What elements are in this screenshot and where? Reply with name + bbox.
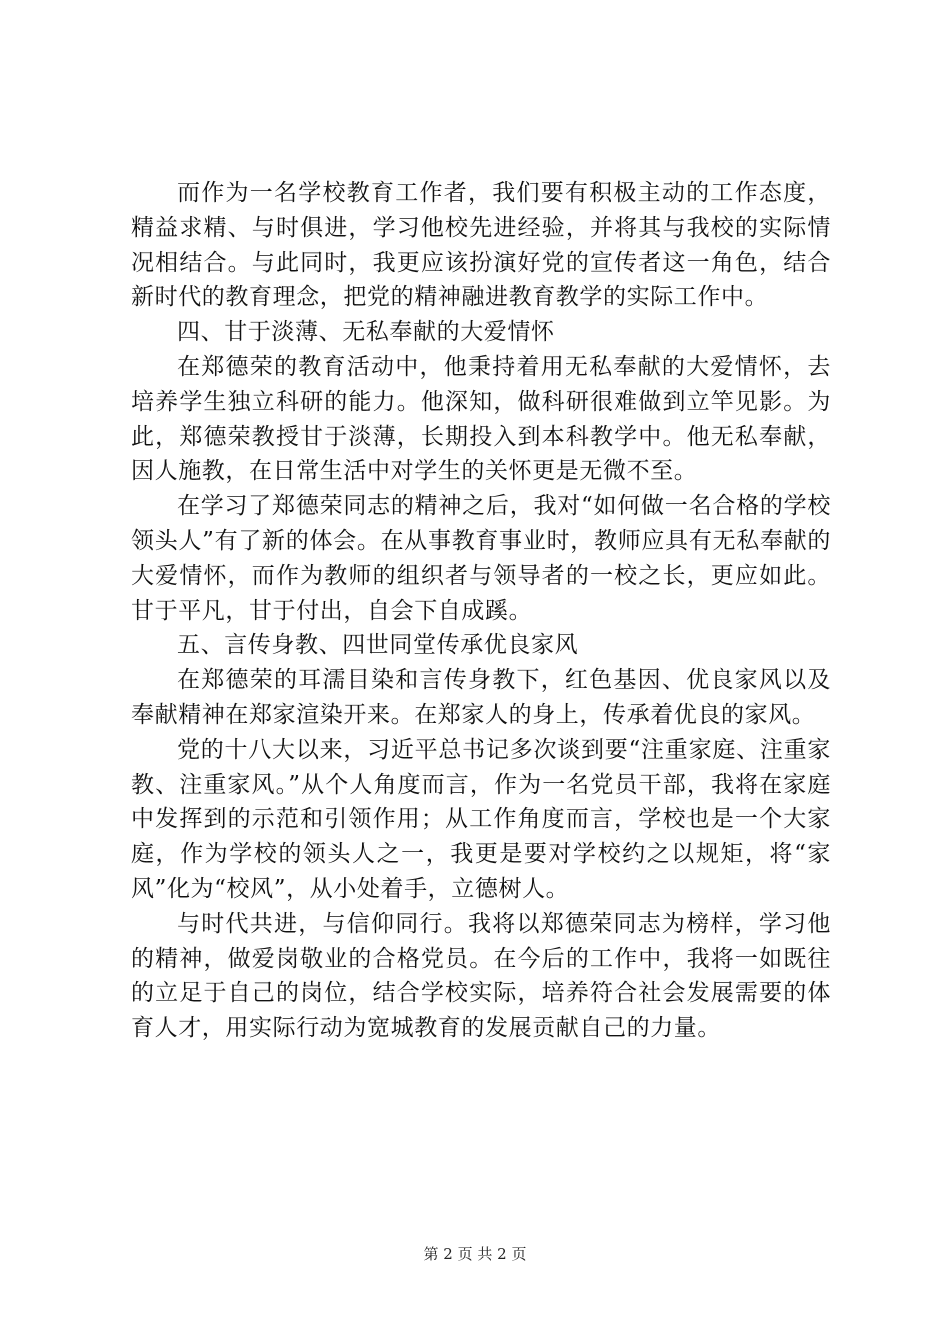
paragraph-section-five-1: 在郑德荣的耳濡目染和言传身教下，红色基因、优良家风以及奉献精神在郑家渲染开来。在郑家人的身上，传承着优良的家风。 (131, 667, 831, 728)
page-number-footer: 第 2 页 共 2 页 (423, 1245, 527, 1263)
section-heading-four: 四、甘于淡薄、无私奉献的大爱情怀 (177, 319, 555, 346)
paragraph-section-four-1: 在郑德荣的教育活动中，他秉持着用无私奉献的大爱情怀，去培养学生独立科研的能力。他深知，做科研很难做到立竿见影。为此，郑德荣教授甘于淡薄，长期投入到本科教学中。他无私奉献，因人施教，在日常生活中对学生的关怀更是无微不至。 (131, 353, 831, 485)
document-body (131, 176, 831, 1046)
paragraph-section-four-2: 在学习了郑德荣同志的精神之后，我对“如何做一名合格的学校领头人”有了新的体会。在从事教育事业时，教师应具有无私奉献的大爱情怀，而作为教师的组织者与领导者的一校之长，更应如此。甘于平凡，甘于付出，自会下自成蹊。 (131, 493, 831, 624)
paragraph-intro: 而作为一名学校教育工作者，我们要有积极主动的工作态度，精益求精、与时俱进，学习他校先进经验，并将其与我校的实际情况相结合。与此同时，我更应该扮演好党的宣传者这一角色，结合新时代的教育理念，把党的精神融进教育教学的实际工作中。 (131, 180, 831, 311)
paragraph-section-five-2: 党的十八大以来，习近平总书记多次谈到要“注重家庭、注重家教、注重家风。”从个人角度而言，作为一名党员干部，我将在家庭中发挥到的示范和引领作用；从工作角度而言，学校也是一个大家庭，作为学校的领头人之一，我更是要对学校约之以规矩，将“家风”化为“校风”，从小处着手，立德树人。 (131, 736, 831, 902)
paragraph-conclusion: 与时代共进，与信仰同行。我将以郑德荣同志为榜样，学习他的精神，做爱岗敬业的合格党员。在今后的工作中，我将一如既往的立足于自己的岗位，结合学校实际，培养符合社会发展需要的体育人才，用实际行动为宽城教育的发展贡献自己的力量。 (131, 910, 831, 1042)
section-heading-five: 五、言传身教、四世同堂传承优良家风 (177, 632, 579, 659)
